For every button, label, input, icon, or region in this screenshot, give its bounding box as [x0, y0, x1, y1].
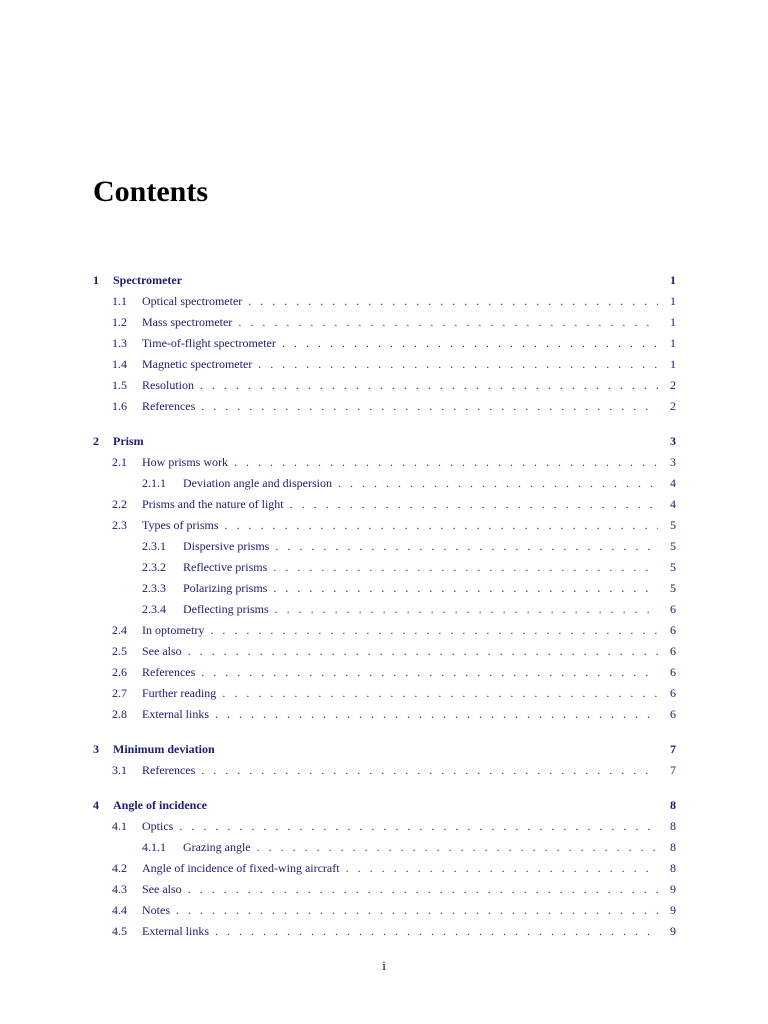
- toc-entry-number: 2.6: [112, 665, 127, 679]
- toc-leader-dots: [200, 375, 658, 396]
- toc-leader-dots: [201, 760, 658, 781]
- toc-section-link[interactable]: [93, 494, 676, 515]
- toc-section-link[interactable]: [93, 333, 676, 354]
- toc-section-link[interactable]: [93, 396, 676, 417]
- toc-entry-number: 2.3.3: [142, 581, 166, 595]
- toc-chapter-number: 2: [93, 434, 99, 448]
- toc-chapter-link[interactable]: [93, 431, 676, 452]
- toc-leader-dots: [257, 837, 658, 858]
- toc-leader-dots: [215, 704, 658, 725]
- toc-chapter-link[interactable]: [93, 739, 676, 760]
- toc-entry-page: 6: [670, 686, 676, 700]
- toc-chapter-page: 8: [670, 798, 676, 812]
- toc-entry-page: 8: [670, 819, 676, 833]
- toc-leader-dots: [346, 858, 658, 879]
- toc-entry-page: 7: [670, 763, 676, 777]
- toc-leader-dots: [222, 683, 658, 704]
- toc-entry-title: Resolution: [142, 378, 195, 392]
- toc-leader-dots: [201, 396, 658, 417]
- toc-entry-number: 2.3: [112, 518, 127, 532]
- toc-entry-title: Reflective prisms: [183, 560, 268, 574]
- toc-entry-title: Optics: [142, 819, 174, 833]
- toc-subsection-link[interactable]: [93, 536, 676, 557]
- toc-entry-page: 4: [670, 476, 676, 490]
- toc-entry-title: Prisms and the nature of light: [142, 497, 284, 511]
- toc-subsection-link[interactable]: [93, 599, 676, 620]
- toc-entry-page: 6: [670, 602, 676, 616]
- toc-section-link[interactable]: [93, 858, 676, 879]
- toc-entry-number: 4.3: [112, 882, 127, 896]
- toc-section-link[interactable]: [93, 515, 676, 536]
- toc-section-link[interactable]: [93, 312, 676, 333]
- toc-entry-title: Optical spectrometer: [142, 294, 243, 308]
- toc-section-link[interactable]: [93, 291, 676, 312]
- toc-leader-dots: [188, 641, 658, 662]
- toc-entry-number: 2.8: [112, 707, 127, 721]
- toc-section-link[interactable]: [93, 921, 676, 942]
- toc-entry-number: 4.2: [112, 861, 127, 875]
- toc-entry-title: External links: [142, 924, 209, 938]
- toc-entry-title: References: [142, 665, 196, 679]
- toc-entry-number: 2.1.1: [142, 476, 166, 490]
- toc-entry-page: 5: [670, 560, 676, 574]
- toc-section-link[interactable]: [93, 375, 676, 396]
- toc-entry-page: 9: [670, 882, 676, 896]
- toc-section-link[interactable]: [93, 760, 676, 781]
- toc-entry-page: 5: [670, 581, 676, 595]
- toc-entry-title: Deflecting prisms: [183, 602, 269, 616]
- toc-subsection-link[interactable]: [93, 578, 676, 599]
- toc-chapter-link[interactable]: [93, 795, 676, 816]
- toc-chapter-page: 3: [670, 434, 676, 448]
- toc-entry-title: Time-of-flight spectrometer: [142, 336, 276, 350]
- toc-entry-number: 3.1: [112, 763, 127, 777]
- toc-entry-page: 1: [670, 336, 676, 350]
- toc-leader-dots: [225, 515, 659, 536]
- toc-section-link[interactable]: [93, 704, 676, 725]
- toc-leader-dots: [188, 879, 658, 900]
- toc-entry-page: 3: [670, 455, 676, 469]
- toc-entry-number: 2.4: [112, 623, 127, 637]
- toc-leader-dots: [275, 536, 658, 557]
- toc-entry-title: Magnetic spectrometer: [142, 357, 253, 371]
- toc-chapter: [93, 270, 676, 417]
- toc-chapter: [93, 431, 676, 725]
- toc-entry-page: 8: [670, 840, 676, 854]
- toc-entry-number: 4.4: [112, 903, 127, 917]
- toc-entry-title: See also: [142, 644, 182, 658]
- page-title: Contents: [93, 175, 209, 208]
- toc-entry-number: 2.3.4: [142, 602, 166, 616]
- toc-entry-title: References: [142, 399, 196, 413]
- toc-entry-number: 4.1.1: [142, 840, 166, 854]
- toc-entry-title: Deviation angle and dispersion: [183, 476, 332, 490]
- toc-entry-page: 9: [670, 903, 676, 917]
- toc-entry-page: 5: [670, 539, 676, 553]
- toc-entry-page: 8: [670, 861, 676, 875]
- toc-entry-page: 6: [670, 707, 676, 721]
- toc-entry-page: 6: [670, 623, 676, 637]
- toc-section-link[interactable]: [93, 683, 676, 704]
- toc-entry-page: 1: [670, 357, 676, 371]
- toc-entry-title: Angle of incidence of fixed-wing aircraft: [142, 861, 340, 875]
- toc-entry-title: Notes: [142, 903, 170, 917]
- toc-entry-page: 2: [670, 378, 676, 392]
- toc-entry-number: 2.1: [112, 455, 127, 469]
- toc-entry-title: In optometry: [142, 623, 205, 637]
- toc-entry-title: References: [142, 763, 196, 777]
- toc-leader-dots: [215, 921, 658, 942]
- toc-entry-number: 1.2: [112, 315, 127, 329]
- toc-entry-title: Types of prisms: [142, 518, 219, 532]
- toc-chapter-page: 1: [670, 273, 676, 287]
- toc-entry-title: See also: [142, 882, 182, 896]
- toc-entry-number: 2.5: [112, 644, 127, 658]
- toc-leader-dots: [248, 291, 658, 312]
- page-number: i: [382, 958, 386, 973]
- toc-entry-number: 1.3: [112, 336, 127, 350]
- toc-entry-number: 1.4: [112, 357, 127, 371]
- toc-leader-dots: [238, 312, 658, 333]
- toc-entry-page: 9: [670, 924, 676, 938]
- toc-entry-title: External links: [142, 707, 209, 721]
- toc-chapter-number: 3: [93, 742, 99, 756]
- toc-entry-number: 4.5: [112, 924, 127, 938]
- toc-section-link[interactable]: [93, 620, 676, 641]
- toc-section-link[interactable]: [93, 816, 676, 837]
- toc-section-link[interactable]: [93, 662, 676, 683]
- toc-chapter-title: Spectrometer: [113, 273, 183, 287]
- toc-entry-page: 1: [670, 294, 676, 308]
- toc-section-link[interactable]: [93, 900, 676, 921]
- toc-section-link[interactable]: [93, 641, 676, 662]
- toc-entry-number: 2.3.2: [142, 560, 166, 574]
- toc-subsection-link[interactable]: [93, 837, 676, 858]
- toc-leader-dots: [176, 900, 658, 921]
- toc-entry-title: Grazing angle: [183, 840, 251, 854]
- toc-chapter-link[interactable]: [93, 270, 676, 291]
- toc-entry-number: 2.2: [112, 497, 127, 511]
- toc-leader-dots: [338, 473, 658, 494]
- toc-leader-dots: [234, 452, 658, 473]
- toc-chapter-page: 7: [670, 742, 676, 756]
- toc-entry-number: 1.5: [112, 378, 127, 392]
- toc-entry-number: 1.1: [112, 294, 127, 308]
- toc-chapter-title: Angle of incidence: [113, 798, 207, 812]
- toc-section-link[interactable]: [93, 354, 676, 375]
- toc-chapter: [93, 795, 676, 942]
- toc-entry-number: 1.6: [112, 399, 127, 413]
- toc-subsection-link[interactable]: [93, 473, 676, 494]
- toc-leader-dots: [273, 557, 658, 578]
- toc-leader-dots: [275, 599, 658, 620]
- toc-leader-dots: [273, 578, 658, 599]
- toc-entry-page: 4: [670, 497, 676, 511]
- toc-entry-title: How prisms work: [142, 455, 228, 469]
- toc-chapter-number: 1: [93, 273, 99, 287]
- toc-entry-page: 6: [670, 644, 676, 658]
- table-of-contents: [93, 270, 676, 956]
- toc-leader-dots: [282, 333, 658, 354]
- toc-entry-number: 2.3.1: [142, 539, 166, 553]
- toc-chapter: [93, 739, 676, 781]
- toc-leader-dots: [290, 494, 658, 515]
- toc-entry-number: 2.7: [112, 686, 127, 700]
- toc-subsection-link[interactable]: [93, 557, 676, 578]
- toc-leader-dots: [210, 620, 658, 641]
- toc-chapter-title: Prism: [113, 434, 144, 448]
- toc-entry-title: Polarizing prisms: [183, 581, 268, 595]
- toc-entry-title: Dispersive prisms: [183, 539, 270, 553]
- toc-entry-page: 6: [670, 665, 676, 679]
- toc-entry-title: Mass spectrometer: [142, 315, 233, 329]
- toc-chapter-number: 4: [93, 798, 99, 812]
- toc-chapter-title: Minimum deviation: [113, 742, 215, 756]
- toc-section-link[interactable]: [93, 879, 676, 900]
- toc-entry-number: 4.1: [112, 819, 127, 833]
- toc-entry-page: 2: [670, 399, 676, 413]
- toc-leader-dots: [201, 662, 658, 683]
- toc-entry-page: 1: [670, 315, 676, 329]
- toc-entry-title: Further reading: [142, 686, 217, 700]
- toc-entry-page: 5: [670, 518, 676, 532]
- toc-section-link[interactable]: [93, 452, 676, 473]
- toc-leader-dots: [258, 354, 658, 375]
- toc-leader-dots: [179, 816, 658, 837]
